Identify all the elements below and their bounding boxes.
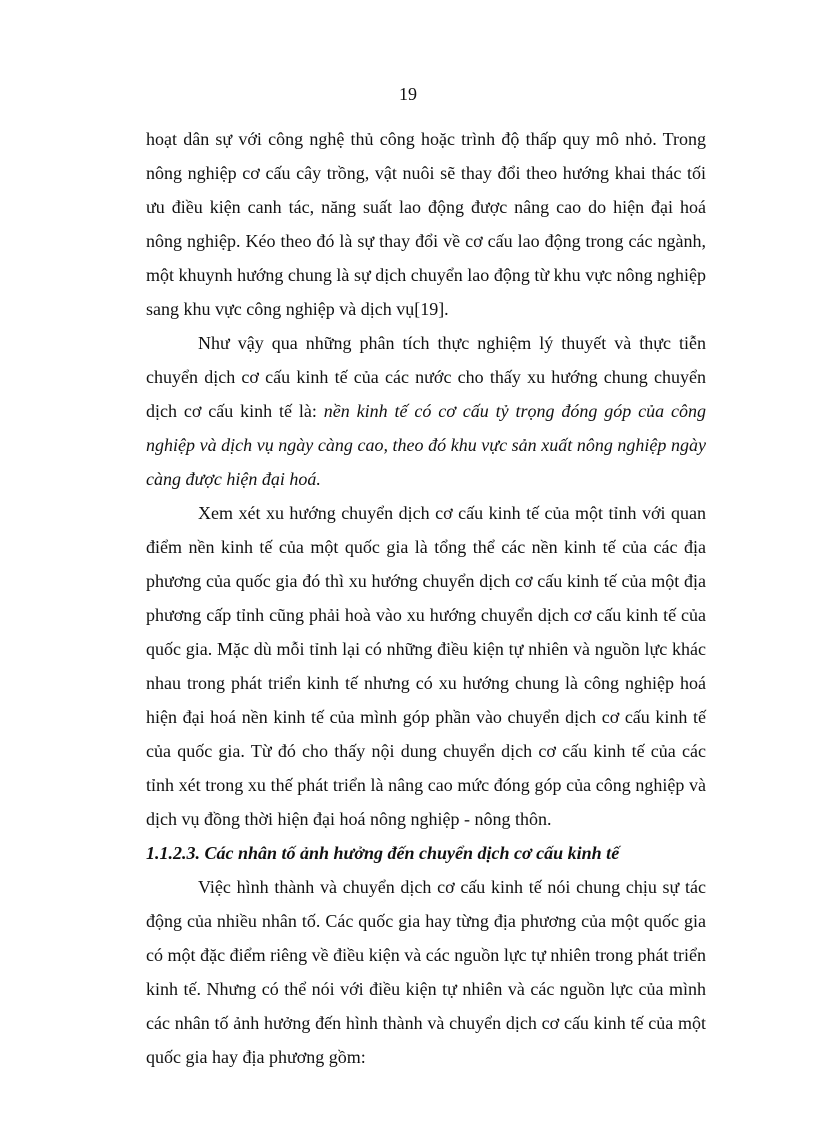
paragraph-provincial-trend: Xem xét xu hướng chuyển dịch cơ cấu kinh tế của một tỉnh với quan điểm nền kinh tế của một quốc gia là tổng thể các nền kinh tế của các địa phương của quốc gia đó thì xu hướng chuyển dịch cơ cấu kinh tế của một địa phương cấp tỉnh cũng phải hoà vào xu hướng chuyển dịch cơ cấu kinh tế của quốc gia. Mặc dù mỗi tỉnh lại có những điều kiện tự nhiên và nguồn lực khác nhau trong phát triển kinh tế nhưng có xu hướng chung là công nghiệp hoá hiện đại hoá nền kinh tế của mình góp phần vào chuyển dịch cơ cấu kinh tế của quốc gia. Từ đó cho thấy nội dung chuyển dịch cơ cấu kinh tế của các tỉnh xét trong xu thế phát triển là nâng cao mức đóng góp của công nghiệp và dịch vụ đồng thời hiện đại hoá nông nghiệp - nông thôn. (146, 503, 706, 829)
paragraph-trend-italic: nền kinh tế có cơ cấu tỷ trọng đóng góp của công nghiệp và dịch vụ ngày càng cao, theo đó khu vực sản xuất nông nghiệp ngày càng được hiện đại hoá. (146, 401, 706, 489)
section-heading: 1.1.2.3. Các nhân tố ảnh hưởng đến chuyển dịch cơ cấu kinh tế (146, 843, 620, 863)
paragraph-continuation: hoạt dân sự với công nghệ thủ công hoặc trình độ thấp quy mô nhỏ. Trong nông nghiệp cơ cấu cây trồng, vật nuôi sẽ thay đổi theo hướng khai thác tối ưu điều kiện canh tác, năng suất lao động được nâng cao do hiện đại hoá nông nghiệp. Kéo theo đó là sự thay đổi về cơ cấu lao động trong các ngành, một khuynh hướng chung là sự dịch chuyển lao động từ khu vực nông nghiệp sang khu vực công nghiệp và dịch vụ[19]. (146, 129, 706, 319)
page-number: 19 (399, 84, 417, 104)
paragraph-trend-lead: Như vậy qua những phân tích thực nghiệm lý thuyết và thực tiễn chuyển dịch cơ cấu kinh tế của các nước cho thấy xu hướng chung chuyển dịch cơ cấu kinh tế là: (146, 333, 706, 421)
paragraph-trend-summary (146, 326, 706, 496)
paragraph-factors: Việc hình thành và chuyển dịch cơ cấu kinh tế nói chung chịu sự tác động của nhiều nhân tố. Các quốc gia hay từng địa phương của một quốc gia có một đặc điểm riêng về điều kiện và các nguồn lực tự nhiên trong phát triển kinh tế. Nhưng có thể nói với điều kiện tự nhiên và các nguồn lực của mình các nhân tố ảnh hưởng đến hình thành và chuyển dịch cơ cấu kinh tế của một quốc gia hay địa phương gồm: (146, 877, 706, 1067)
document-body (146, 122, 706, 1074)
